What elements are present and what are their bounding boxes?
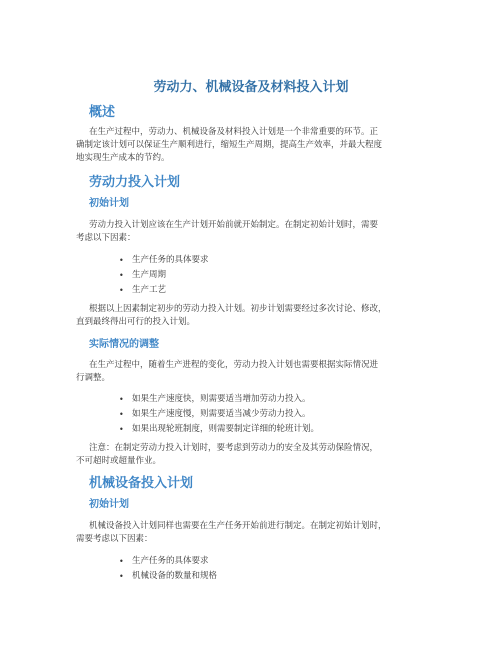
list-item: • 如果生产速度快，则需要适当增加劳动力投入。 [120,392,319,407]
machinery-initial-factor-list [120,554,217,584]
list-item: • 如果出现轮班制度，则需要制定详细的轮班计划。 [120,422,319,437]
bullet-icon: • [119,286,124,295]
labor-initial-intro-line-2: 考虑以下因素： [76,233,136,243]
bullet-icon: • [119,557,124,566]
document-title: 劳动力、机械设备及材料投入计划 [153,80,349,95]
bullet-icon: • [119,271,124,280]
overview-line-1: 在生产过程中，劳动力、机械设备及材料投入计划是一个非常重要的环节。正 [89,127,379,137]
bullet-icon: • [119,256,124,265]
machinery-initial-intro-line-1: 机械设备投入计划同样也需要在生产任务开始前进行制定。在制定初始计划时， [89,521,387,531]
machinery-initial-heading: 初始计划 [89,499,129,510]
list-item: • 机械设备的数量和规格 [120,569,217,584]
labor-initial-after-line-2: 直到最终得出可行的投入计划。 [76,317,196,327]
bullet-icon: • [119,572,124,581]
list-item: • 如果生产速度慢，则需要适当减少劳动力投入。 [120,407,319,422]
labor-adjust-note-line-1: 注意：在制定劳动力投入计划时，要考虑到劳动力的安全及其劳动保险情况， [89,443,379,453]
labor-initial-after [76,303,461,329]
labor-heading: 劳动力投入计划 [89,175,181,190]
list-item: • 生产任务的具体要求 [120,554,217,569]
labor-initial-intro [76,219,461,245]
list-item: • 生产任务的具体要求 [120,253,209,268]
labor-initial-intro-line-1: 劳动力投入计划应该在生产计划开始前就开始制定。在制定初始计划时，需要 [89,220,379,230]
labor-adjust-rule-list [120,392,319,437]
overview-heading: 概述 [89,105,116,120]
labor-adjust-intro [76,359,461,385]
machinery-initial-intro [76,520,461,546]
bullet-icon: • [119,395,124,404]
bullet-icon: • [119,425,124,434]
labor-adjust-intro-line-2: 行调整。 [76,373,111,383]
labor-adjust-heading: 实际情况的调整 [89,339,159,350]
labor-adjust-note-line-2: 不可超时或超量作业。 [76,456,162,466]
labor-adjust-note [76,442,461,468]
overview-line-2: 确制定该计划可以保证生产顺利进行，缩短生产周期，提高生产效率，并最大程度 [76,140,383,150]
list-item: • 生产周期 [120,268,209,283]
overview-paragraph [76,126,461,165]
machinery-heading: 机械设备投入计划 [89,476,194,491]
labor-initial-factor-list [120,253,209,298]
list-item: • 生产工艺 [120,283,209,298]
labor-initial-after-line-1: 根据以上因素制定初步的劳动力投入计划。初步计划需要经过多次讨论、修改， [89,304,387,314]
machinery-initial-intro-line-2: 需要考虑以下因素： [76,534,153,544]
overview-line-3: 地实现生产成本的节约。 [76,153,170,163]
bullet-icon: • [119,410,124,419]
labor-adjust-intro-line-1: 在生产过程中，随着生产进程的变化，劳动力投入计划也需要根据实际情况进 [89,360,379,370]
labor-initial-heading: 初始计划 [89,198,129,209]
